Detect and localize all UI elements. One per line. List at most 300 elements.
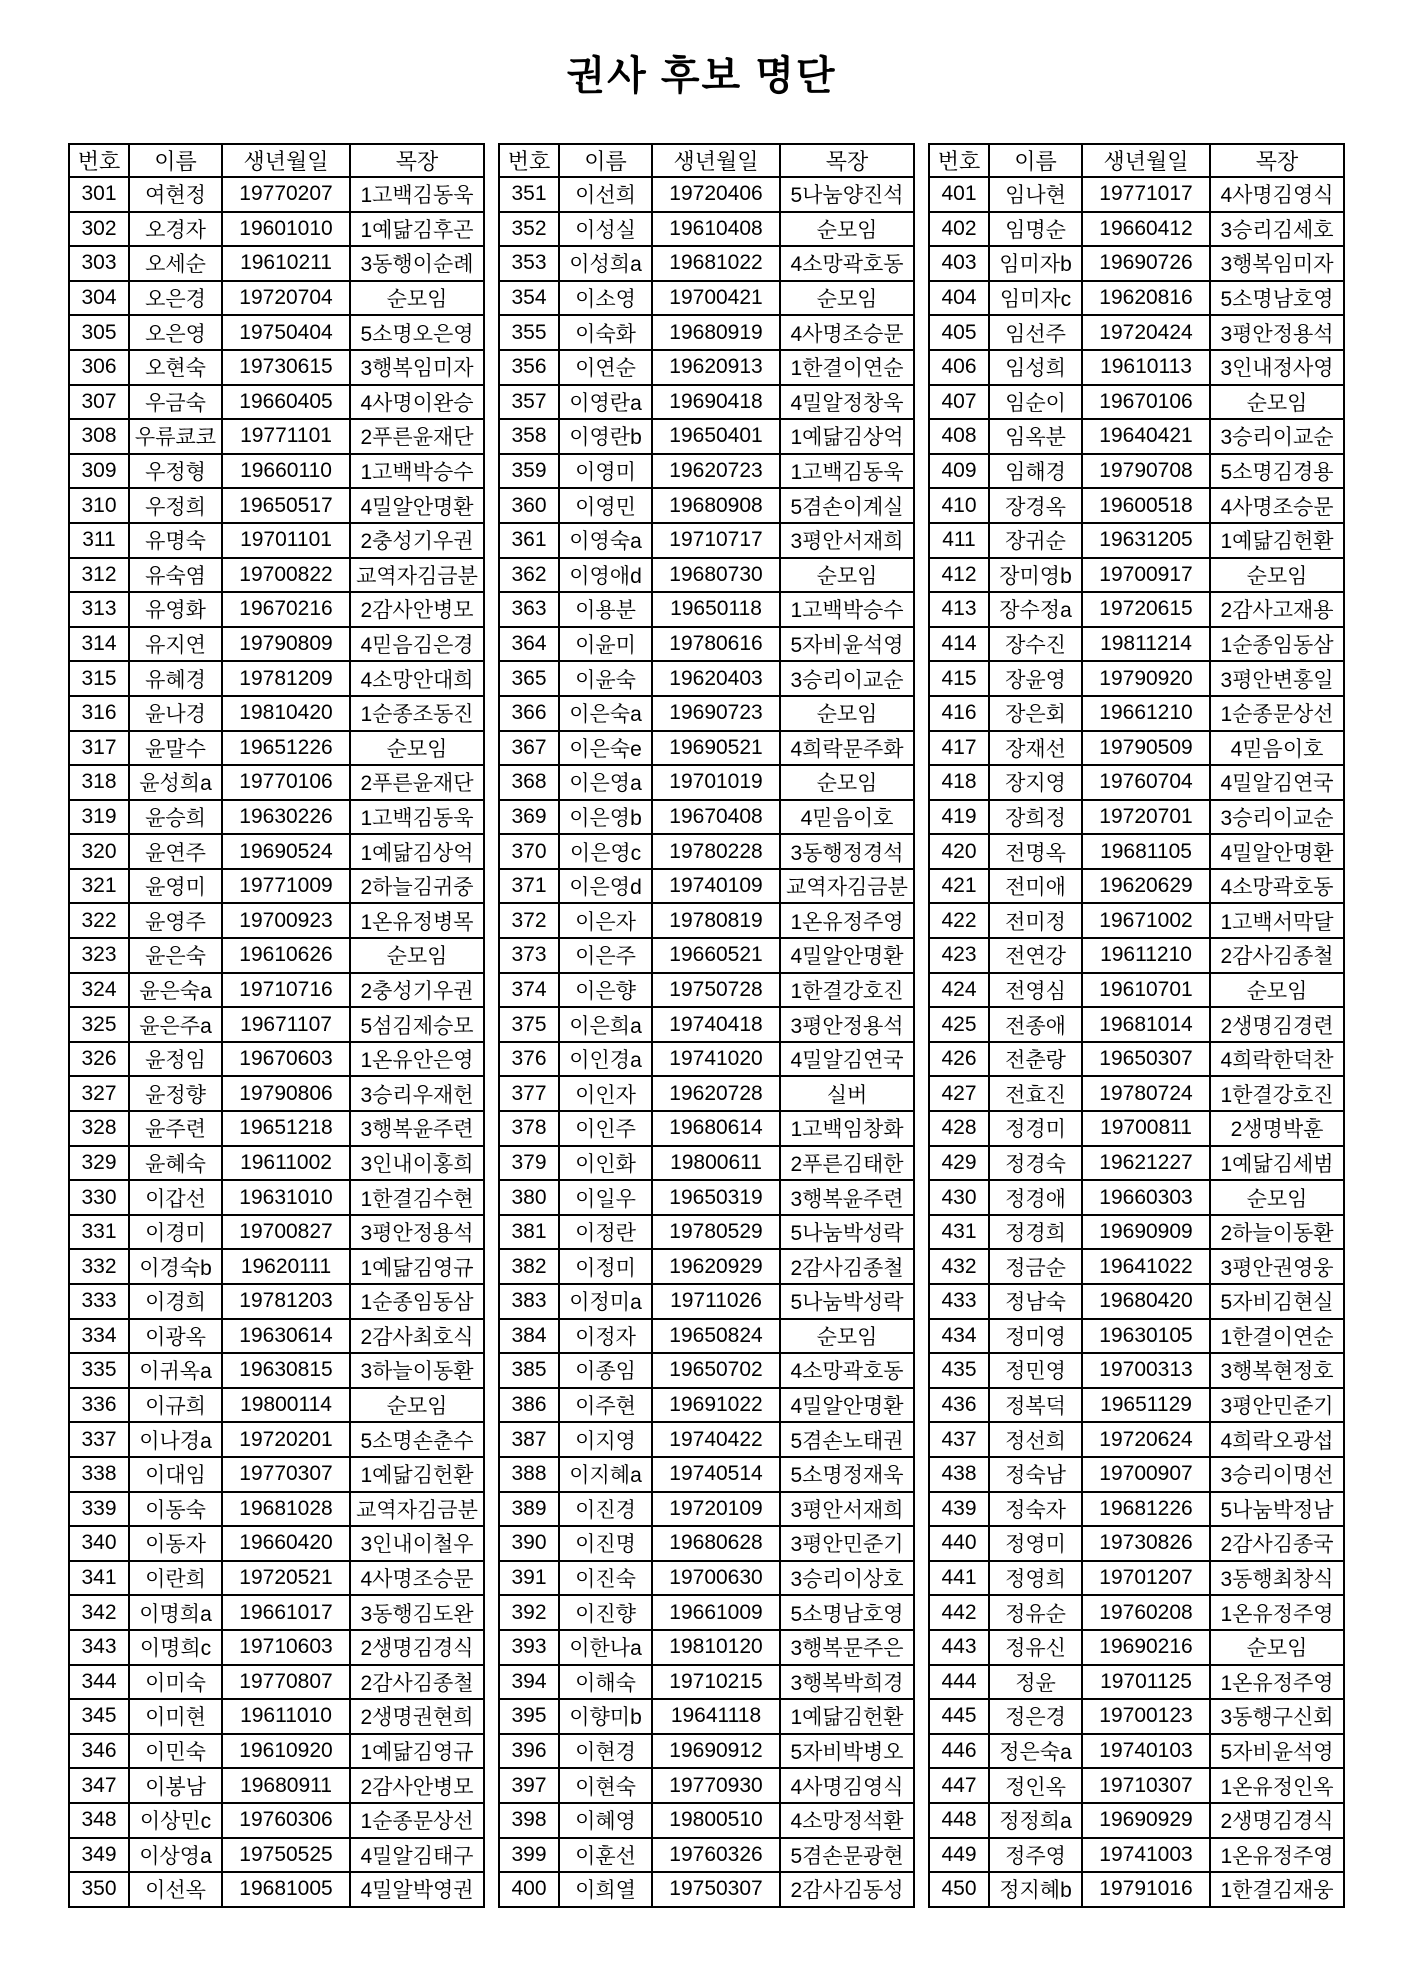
cell-mokjang: 1한결김재웅	[1210, 1872, 1344, 1907]
cell-mokjang: 2감사안병모	[350, 1768, 484, 1803]
cell-name: 이진명	[559, 1526, 652, 1561]
cell-mokjang: 3평안정용석	[780, 1007, 914, 1042]
cell-number: 421	[929, 869, 989, 904]
cell-name: 정경희	[989, 1215, 1082, 1250]
cell-birthdate: 19610626	[222, 938, 350, 973]
cell-birthdate: 19600518	[1082, 488, 1210, 523]
cell-mokjang: 4소망곽호동	[780, 1353, 914, 1388]
cell-birthdate: 19800611	[652, 1146, 780, 1181]
cell-number: 399	[499, 1838, 559, 1873]
cell-birthdate: 19610113	[1082, 350, 1210, 385]
table-row	[69, 1422, 484, 1457]
cell-birthdate: 19650702	[652, 1353, 780, 1388]
cell-birthdate: 19631205	[1082, 523, 1210, 558]
cell-mokjang: 4사명김영식	[1210, 177, 1344, 212]
cell-name: 이정미	[559, 1249, 652, 1284]
cell-mokjang: 3하늘이동환	[350, 1353, 484, 1388]
cell-number: 395	[499, 1699, 559, 1734]
table-row	[499, 903, 914, 938]
table-row	[499, 1353, 914, 1388]
cell-name: 정경미	[989, 1111, 1082, 1146]
cell-birthdate: 19650401	[652, 419, 780, 454]
table-row	[499, 1042, 914, 1077]
cell-birthdate: 19771101	[222, 419, 350, 454]
column-header: 번호	[929, 144, 989, 177]
cell-birthdate: 19690909	[1082, 1215, 1210, 1250]
table-row	[929, 1492, 1344, 1527]
table-row	[929, 1319, 1344, 1354]
table-row	[69, 1734, 484, 1769]
cell-number: 318	[69, 765, 129, 800]
cell-birthdate: 19680420	[1082, 1284, 1210, 1319]
cell-birthdate: 19710215	[652, 1665, 780, 1700]
table-row	[499, 558, 914, 593]
cell-name: 정은숙a	[989, 1734, 1082, 1769]
cell-birthdate: 19790806	[222, 1076, 350, 1111]
table-row	[929, 1699, 1344, 1734]
cell-number: 308	[69, 419, 129, 454]
cell-number: 428	[929, 1111, 989, 1146]
table-row	[499, 1249, 914, 1284]
cell-number: 374	[499, 973, 559, 1008]
cell-birthdate: 19611010	[222, 1699, 350, 1734]
cell-birthdate: 19650118	[652, 592, 780, 627]
cell-name: 유명숙	[129, 523, 222, 558]
cell-mokjang: 1고백서막달	[1210, 903, 1344, 938]
cell-mokjang: 1한결이연순	[1210, 1319, 1344, 1354]
cell-birthdate: 19690929	[1082, 1803, 1210, 1838]
cell-number: 323	[69, 938, 129, 973]
cell-name: 장수진	[989, 627, 1082, 662]
cell-number: 350	[69, 1872, 129, 1907]
cell-birthdate: 19740418	[652, 1007, 780, 1042]
cell-birthdate: 19661017	[222, 1595, 350, 1630]
cell-name: 우류쿄코	[129, 419, 222, 454]
cell-mokjang: 4소망정석환	[780, 1803, 914, 1838]
cell-number: 400	[499, 1872, 559, 1907]
cell-name: 이일우	[559, 1180, 652, 1215]
table-row	[929, 1111, 1344, 1146]
table-row	[929, 1076, 1344, 1111]
cell-name: 정복덕	[989, 1388, 1082, 1423]
cell-number: 325	[69, 1007, 129, 1042]
cell-mokjang: 1온유정주영	[780, 903, 914, 938]
cell-birthdate: 19780819	[652, 903, 780, 938]
table-row	[499, 1526, 914, 1561]
cell-birthdate: 19660412	[1082, 212, 1210, 247]
cell-name: 정금순	[989, 1249, 1082, 1284]
cell-name: 이연순	[559, 350, 652, 385]
cell-number: 425	[929, 1007, 989, 1042]
table-row	[69, 834, 484, 869]
column-header: 생년월일	[222, 144, 350, 177]
cell-mokjang: 4믿음이호	[780, 800, 914, 835]
cell-number: 335	[69, 1353, 129, 1388]
cell-number: 448	[929, 1803, 989, 1838]
cell-name: 이상민c	[129, 1803, 222, 1838]
table-row	[69, 1803, 484, 1838]
cell-mokjang: 3행복임미자	[1210, 246, 1344, 281]
table-row	[499, 1492, 914, 1527]
cell-mokjang: 5나눔박성락	[780, 1284, 914, 1319]
cell-mokjang: 3승리이교순	[1210, 419, 1344, 454]
cell-number: 447	[929, 1768, 989, 1803]
cell-name: 윤승희	[129, 800, 222, 835]
cell-number: 368	[499, 765, 559, 800]
cell-birthdate: 19701125	[1082, 1665, 1210, 1700]
cell-name: 이인주	[559, 1111, 652, 1146]
cell-number: 433	[929, 1284, 989, 1319]
cell-number: 434	[929, 1319, 989, 1354]
cell-birthdate: 19770807	[222, 1665, 350, 1700]
table-row	[69, 558, 484, 593]
table-row	[69, 731, 484, 766]
cell-birthdate: 19651226	[222, 731, 350, 766]
cell-birthdate: 19611002	[222, 1146, 350, 1181]
cell-number: 339	[69, 1492, 129, 1527]
cell-birthdate: 19630614	[222, 1319, 350, 1354]
column-header: 목장	[780, 144, 914, 177]
cell-number: 360	[499, 488, 559, 523]
cell-number: 441	[929, 1561, 989, 1596]
cell-mokjang: 3승리이명선	[1210, 1457, 1344, 1492]
cell-number: 384	[499, 1319, 559, 1354]
cell-mokjang: 5겸손노태권	[780, 1422, 914, 1457]
cell-number: 403	[929, 246, 989, 281]
cell-name: 정숙남	[989, 1457, 1082, 1492]
cell-mokjang: 4밀알박영권	[350, 1872, 484, 1907]
table-row	[69, 177, 484, 212]
cell-mokjang: 1순종문상선	[350, 1803, 484, 1838]
cell-name: 이한나a	[559, 1630, 652, 1665]
cell-number: 413	[929, 592, 989, 627]
cell-mokjang: 순모임	[1210, 973, 1344, 1008]
cell-name: 유혜경	[129, 661, 222, 696]
cell-birthdate: 19671107	[222, 1007, 350, 1042]
cell-mokjang: 1고백김동욱	[780, 454, 914, 489]
cell-birthdate: 19681005	[222, 1872, 350, 1907]
cell-birthdate: 19650824	[652, 1319, 780, 1354]
cell-name: 임옥분	[989, 419, 1082, 454]
cell-mokjang: 순모임	[780, 1319, 914, 1354]
cell-number: 430	[929, 1180, 989, 1215]
cell-name: 이지혜a	[559, 1457, 652, 1492]
cell-name: 임명순	[989, 212, 1082, 247]
cell-mokjang: 3승리이교순	[780, 661, 914, 696]
cell-number: 355	[499, 315, 559, 350]
cell-number: 338	[69, 1457, 129, 1492]
cell-birthdate: 19681028	[222, 1492, 350, 1527]
cell-name: 이인자	[559, 1076, 652, 1111]
cell-mokjang: 3평안권영웅	[1210, 1249, 1344, 1284]
cell-mokjang: 2푸른윤재단	[350, 419, 484, 454]
cell-birthdate: 19700313	[1082, 1353, 1210, 1388]
table-row	[499, 869, 914, 904]
cell-number: 353	[499, 246, 559, 281]
table-row	[499, 1595, 914, 1630]
cell-number: 326	[69, 1042, 129, 1077]
cell-mokjang: 4사명조승문	[780, 315, 914, 350]
cell-number: 312	[69, 558, 129, 593]
cell-number: 442	[929, 1595, 989, 1630]
cell-name: 이영애d	[559, 558, 652, 593]
cell-number: 343	[69, 1630, 129, 1665]
cell-number: 352	[499, 212, 559, 247]
cell-mokjang: 4밀알정창욱	[780, 385, 914, 420]
cell-birthdate: 19641118	[652, 1699, 780, 1734]
table-row	[499, 661, 914, 696]
cell-birthdate: 19810120	[652, 1630, 780, 1665]
cell-name: 이진경	[559, 1492, 652, 1527]
cell-number: 420	[929, 834, 989, 869]
cell-number: 304	[69, 281, 129, 316]
cell-mokjang: 5소명남호영	[780, 1595, 914, 1630]
cell-name: 이영민	[559, 488, 652, 523]
cell-birthdate: 19780228	[652, 834, 780, 869]
cell-name: 우정형	[129, 454, 222, 489]
cell-name: 이은영a	[559, 765, 652, 800]
table-row	[69, 350, 484, 385]
cell-number: 328	[69, 1111, 129, 1146]
cell-name: 이은영b	[559, 800, 652, 835]
table-row	[69, 1630, 484, 1665]
cell-name: 이성희a	[559, 246, 652, 281]
cell-name: 이경숙b	[129, 1249, 222, 1284]
cell-mokjang: 2감사김종국	[1210, 1526, 1344, 1561]
table-row	[929, 1284, 1344, 1319]
cell-name: 이용분	[559, 592, 652, 627]
cell-mokjang: 교역자김금분	[350, 558, 484, 593]
cell-birthdate: 19700923	[222, 903, 350, 938]
cell-number: 431	[929, 1215, 989, 1250]
cell-name: 이은주	[559, 938, 652, 973]
cell-name: 이혜영	[559, 1803, 652, 1838]
table-row	[929, 1768, 1344, 1803]
cell-number: 406	[929, 350, 989, 385]
table-row	[69, 903, 484, 938]
cell-name: 이현경	[559, 1734, 652, 1769]
cell-mokjang: 1온유정주영	[1210, 1665, 1344, 1700]
cell-number: 393	[499, 1630, 559, 1665]
cell-number: 321	[69, 869, 129, 904]
table-row	[69, 973, 484, 1008]
cell-mokjang: 2감사안병모	[350, 592, 484, 627]
cell-name: 임미자b	[989, 246, 1082, 281]
cell-mokjang: 2감사고재용	[1210, 592, 1344, 627]
cell-name: 전영심	[989, 973, 1082, 1008]
cell-birthdate: 19680919	[652, 315, 780, 350]
table-row	[69, 1076, 484, 1111]
cell-mokjang: 1예닮김상억	[780, 419, 914, 454]
cell-number: 317	[69, 731, 129, 766]
cell-mokjang: 2생명김경식	[350, 1630, 484, 1665]
cell-mokjang: 2감사최호식	[350, 1319, 484, 1354]
cell-name: 유영화	[129, 592, 222, 627]
cell-number: 380	[499, 1180, 559, 1215]
table-row	[499, 1146, 914, 1181]
table-row	[499, 1872, 914, 1907]
table-row	[499, 938, 914, 973]
cell-name: 오현숙	[129, 350, 222, 385]
cell-birthdate: 19630105	[1082, 1319, 1210, 1354]
table-row	[929, 281, 1344, 316]
cell-birthdate: 19630815	[222, 1353, 350, 1388]
cell-name: 우금숙	[129, 385, 222, 420]
table-row	[499, 592, 914, 627]
cell-name: 오경자	[129, 212, 222, 247]
cell-mokjang: 1고백김동욱	[350, 800, 484, 835]
cell-name: 전미애	[989, 869, 1082, 904]
cell-birthdate: 19670216	[222, 592, 350, 627]
cell-name: 임미자c	[989, 281, 1082, 316]
cell-name: 이훈선	[559, 1838, 652, 1873]
cell-name: 이은숙e	[559, 731, 652, 766]
cell-name: 정인옥	[989, 1768, 1082, 1803]
cell-birthdate: 19690216	[1082, 1630, 1210, 1665]
table-row	[499, 1734, 914, 1769]
cell-name: 장경옥	[989, 488, 1082, 523]
header-row	[69, 144, 484, 177]
cell-mokjang: 1고백박승수	[780, 592, 914, 627]
cell-name: 이은숙a	[559, 696, 652, 731]
table-row	[69, 1768, 484, 1803]
column-header: 번호	[69, 144, 129, 177]
cell-birthdate: 19781203	[222, 1284, 350, 1319]
cell-number: 404	[929, 281, 989, 316]
cell-number: 305	[69, 315, 129, 350]
table-row	[929, 973, 1344, 1008]
cell-name: 정영희	[989, 1561, 1082, 1596]
cell-mokjang: 1고백박승수	[350, 454, 484, 489]
table-row	[929, 627, 1344, 662]
cell-birthdate: 19760704	[1082, 765, 1210, 800]
cell-name: 윤은숙a	[129, 973, 222, 1008]
table-row	[69, 592, 484, 627]
cell-birthdate: 19780529	[652, 1215, 780, 1250]
cell-mokjang: 5소명김경용	[1210, 454, 1344, 489]
table-body	[499, 177, 914, 1907]
cell-name: 이정자	[559, 1319, 652, 1354]
cell-mokjang: 3평안민준기	[1210, 1388, 1344, 1423]
cell-mokjang: 4소망안대희	[350, 661, 484, 696]
table-row	[499, 385, 914, 420]
cell-name: 장은회	[989, 696, 1082, 731]
cell-number: 429	[929, 1146, 989, 1181]
table-row	[69, 938, 484, 973]
cell-mokjang: 순모임	[780, 696, 914, 731]
cell-name: 이소영	[559, 281, 652, 316]
cell-name: 정지혜b	[989, 1872, 1082, 1907]
cell-name: 여현정	[129, 177, 222, 212]
header-row	[929, 144, 1344, 177]
cell-mokjang: 2하늘이동환	[1210, 1215, 1344, 1250]
cell-number: 426	[929, 1042, 989, 1077]
cell-birthdate: 19650319	[652, 1180, 780, 1215]
table-row	[499, 1111, 914, 1146]
cell-number: 315	[69, 661, 129, 696]
table-row	[499, 1457, 914, 1492]
cell-name: 이향미b	[559, 1699, 652, 1734]
cell-birthdate: 19670603	[222, 1042, 350, 1077]
table-row	[929, 350, 1344, 385]
table-row	[69, 1249, 484, 1284]
table-row	[499, 1007, 914, 1042]
cell-mokjang: 4밀알김태구	[350, 1838, 484, 1873]
table-row	[69, 1595, 484, 1630]
cell-number: 363	[499, 592, 559, 627]
cell-name: 장귀순	[989, 523, 1082, 558]
cell-number: 381	[499, 1215, 559, 1250]
cell-mokjang: 2생명박훈	[1210, 1111, 1344, 1146]
cell-name: 이나경a	[129, 1422, 222, 1457]
table-row	[929, 1595, 1344, 1630]
cell-number: 382	[499, 1249, 559, 1284]
cell-name: 윤혜숙	[129, 1146, 222, 1181]
cell-mokjang: 1순종임동삼	[1210, 627, 1344, 662]
cell-name: 정유순	[989, 1595, 1082, 1630]
cell-number: 444	[929, 1665, 989, 1700]
cell-number: 387	[499, 1422, 559, 1457]
table-row	[499, 1422, 914, 1457]
cell-mokjang: 2충성기우권	[350, 973, 484, 1008]
table-row	[69, 1388, 484, 1423]
cell-number: 427	[929, 1076, 989, 1111]
cell-mokjang: 3행복윤주련	[780, 1180, 914, 1215]
cell-birthdate: 19620629	[1082, 869, 1210, 904]
table-body	[929, 177, 1344, 1907]
cell-birthdate: 19670408	[652, 800, 780, 835]
table-row	[929, 488, 1344, 523]
table-row	[499, 454, 914, 489]
cell-birthdate: 19680628	[652, 1526, 780, 1561]
cell-mokjang: 5소명정재욱	[780, 1457, 914, 1492]
cell-birthdate: 19620723	[652, 454, 780, 489]
cell-name: 이갑선	[129, 1180, 222, 1215]
cell-mokjang: 2푸른김태한	[780, 1146, 914, 1181]
cell-mokjang: 4사명김영식	[780, 1768, 914, 1803]
cell-number: 408	[929, 419, 989, 454]
cell-name: 이경희	[129, 1284, 222, 1319]
cell-mokjang: 1순종조동진	[350, 696, 484, 731]
cell-number: 438	[929, 1457, 989, 1492]
cell-number: 371	[499, 869, 559, 904]
cell-name: 장미영b	[989, 558, 1082, 593]
cell-mokjang: 2생명김경련	[1210, 1007, 1344, 1042]
cell-number: 386	[499, 1388, 559, 1423]
cell-birthdate: 19680911	[222, 1768, 350, 1803]
cell-number: 397	[499, 1768, 559, 1803]
cell-number: 407	[929, 385, 989, 420]
cell-mokjang: 5겸손문광현	[780, 1838, 914, 1873]
cell-name: 장윤영	[989, 661, 1082, 696]
cell-number: 347	[69, 1768, 129, 1803]
cell-mokjang: 순모임	[780, 281, 914, 316]
cell-mokjang: 3인내정사영	[1210, 350, 1344, 385]
cell-mokjang: 5겸손이계실	[780, 488, 914, 523]
table-row	[499, 1838, 914, 1873]
cell-birthdate: 19620403	[652, 661, 780, 696]
cell-birthdate: 19700827	[222, 1215, 350, 1250]
table-row	[929, 696, 1344, 731]
cell-mokjang: 3행복박희경	[780, 1665, 914, 1700]
cell-number: 436	[929, 1388, 989, 1423]
cell-birthdate: 19620728	[652, 1076, 780, 1111]
cell-number: 316	[69, 696, 129, 731]
cell-number: 346	[69, 1734, 129, 1769]
table-row	[499, 1561, 914, 1596]
cell-mokjang: 4희락문주화	[780, 731, 914, 766]
cell-birthdate: 19690524	[222, 834, 350, 869]
